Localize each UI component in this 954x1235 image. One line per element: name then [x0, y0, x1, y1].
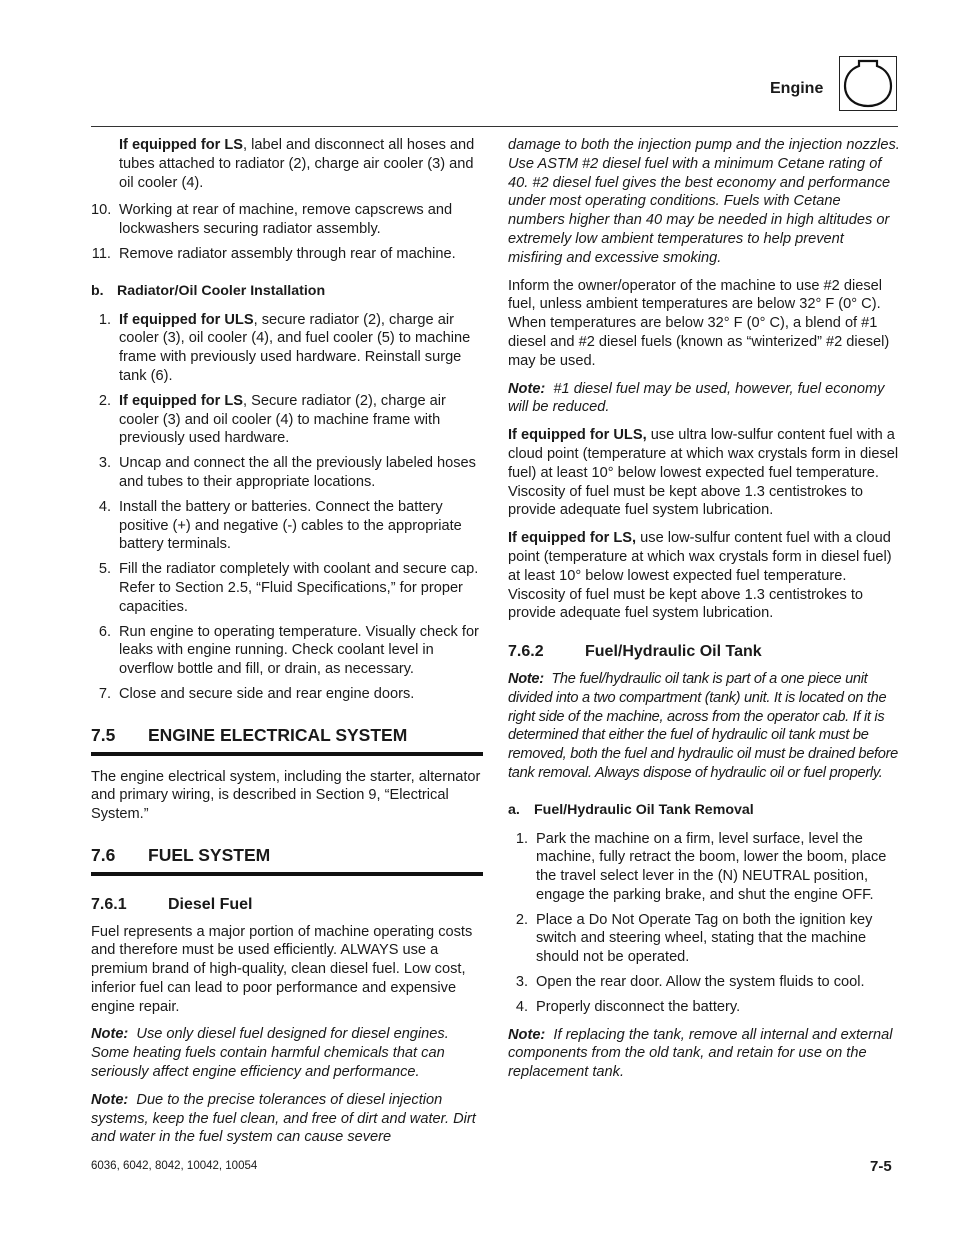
list-item	[91, 245, 483, 264]
list-item	[508, 998, 900, 1017]
note-text: #1 diesel fuel may be used, however, fuel economy will be reduced.	[508, 380, 885, 416]
header-rule	[91, 126, 898, 127]
engine-icon	[839, 56, 897, 111]
ls-fuel-text: use low-sulfur content fuel with a cloud point (temperature at which wax crystals form in diesel fuel) at least 10° below lowest expected fuel temperature. Viscosity of fuel must be kept above 1.3 centistrokes to provide adequate fuel system lubrication.	[508, 530, 892, 622]
note-label: Note:	[508, 670, 544, 687]
note-replacement	[508, 1026, 900, 1082]
section-number: 7.6	[91, 844, 116, 865]
list-item	[91, 311, 483, 386]
ls-fuel-paragraph	[508, 529, 900, 623]
engine-icon-graphic	[840, 57, 896, 110]
section-7-6-2-heading	[508, 643, 900, 662]
removal-steps-cont	[91, 201, 483, 263]
list-item	[91, 685, 483, 704]
section-7-6-1-heading	[91, 896, 483, 915]
step-number: 7.	[98, 685, 111, 702]
note-text: If replacing the tank, remove all internal and external components from the old tank, and retain for use on the replacement tank.	[508, 1026, 893, 1081]
electrical-paragraph: The engine electrical system, including the starter, alternator and primary wiring, is described in Section 9, “Electrical System.”	[91, 768, 481, 823]
section-number: 7.5	[91, 724, 116, 745]
note-label: Note:	[91, 1091, 129, 1108]
step-number: 3.	[515, 974, 528, 991]
section-title: ENGINE ELECTRICAL SYSTEM	[148, 724, 408, 745]
step-number: 4.	[98, 498, 111, 515]
step-text: , secure radiator (2), charge air cooler (3), oil cooler (4), and fuel cooler (5) to machine frame with previously used hardware. Reinstall surge tank (6).	[119, 311, 471, 384]
step-text: Working at rear of machine, remove capscrews and lockwashers securing radiator assembly.	[119, 202, 453, 238]
step-number: 5.	[98, 561, 111, 578]
step-text: , Secure radiator (2), charge air cooler (3) and oil cooler (4) to machine frame with previously used hardware.	[119, 392, 446, 447]
list-item	[508, 973, 900, 992]
section-number: 7.6.1	[91, 895, 127, 913]
note-injection-tolerances	[91, 1091, 483, 1147]
step-text: Fill the radiator completely with coolant and secure cap. Refer to Section 2.5, “Fluid Specifications,” for proper capacities.	[119, 561, 479, 615]
subsection-title: Fuel/Hydraulic Oil Tank Removal	[534, 801, 754, 818]
subsection-letter: b.	[91, 282, 104, 299]
step-number: 1.	[515, 830, 528, 847]
note-text: The fuel/hydraulic oil tank is part of a one piece unit divided into a two compartment (tank) unit. It is located on the right side of the machine, across from the operator cab. If it is determined that either the fuel of hydraulic oil tank must be removed, both the fuel and hydraulic oil must be drained before tank removal. Always dispose of hydraulic oil or fuel properly.	[508, 670, 898, 781]
subsection-letter: a.	[508, 801, 520, 818]
uls-fuel-paragraph	[508, 426, 900, 520]
step-number: 11.	[91, 245, 111, 262]
list-item	[91, 498, 483, 554]
page-header-title: Engine	[770, 80, 824, 97]
subsection-a-heading	[508, 801, 900, 820]
step-number: 4.	[515, 998, 528, 1015]
note-diesel-1	[508, 380, 900, 418]
step-text: Properly disconnect the battery.	[536, 998, 741, 1015]
step-text: Close and secure side and rear engine doors.	[119, 685, 415, 702]
list-item	[508, 911, 900, 967]
ls-label: If equipped for LS	[119, 137, 244, 153]
right-column	[508, 136, 900, 1091]
step-text: Remove radiator assembly through rear of machine.	[119, 245, 456, 262]
uls-label: If equipped for ULS,	[508, 427, 647, 444]
list-item	[91, 454, 483, 492]
step-number: 1.	[98, 311, 111, 328]
uls-text: use ultra low-sulfur content fuel with a cloud point (temperature at which wax crystals form in diesel fuel) at least 10° below lowest expected fuel temperature. Viscosity of fuel must be kept above 1.3 centistrokes to provide adequate fuel system lubrication.	[508, 427, 899, 519]
section-number: 7.6.2	[508, 643, 544, 661]
subsection-b-heading	[91, 282, 483, 301]
step-number: 2.	[515, 911, 528, 928]
list-item	[91, 201, 483, 239]
ls-fuel-label: If equipped for LS,	[508, 530, 637, 547]
note-text: Use only diesel fuel designed for diesel engines. Some heating fuels contain harmful chemicals that can seriously affect engine efficiency and performance.	[91, 1026, 449, 1081]
ls-disconnect-paragraph	[91, 136, 483, 192]
list-item	[91, 392, 483, 448]
installation-steps	[91, 311, 483, 704]
section-title: Fuel/Hydraulic Oil Tank	[585, 643, 762, 661]
note-label: Note:	[508, 1026, 546, 1043]
step-number: 6.	[98, 623, 111, 640]
step-text: Install the battery or batteries. Connect the battery positive (+) and negative (-) cables to the appropriate battery terminals.	[119, 498, 462, 553]
subsection-title: Radiator/Oil Cooler Installation	[117, 282, 326, 299]
left-column	[91, 136, 483, 1156]
note-heating-fuels	[91, 1025, 483, 1081]
tank-removal-steps	[508, 830, 900, 1017]
list-item	[91, 623, 483, 679]
note-text: Due to the precise tolerances of diesel injection systems, keep the fuel clean, and free of dirt and water. Dirt and water in the fuel system can cause severe	[91, 1091, 476, 1146]
step-text: Place a Do Not Operate Tag on both the ignition key switch and steering wheel, stating that the machine should not be operated.	[536, 911, 873, 966]
step-number: 3.	[98, 455, 111, 472]
step-text: Run engine to operating temperature. Visually check for leaks with engine running. Check coolant level in overflow bottle and fill, or drain, as necessary.	[119, 623, 479, 678]
ls-disconnect-text: , label and disconnect all hoses and tubes attached to radiator (2), charge air cooler (3) and oil cooler (4).	[119, 137, 475, 191]
step-bold: If equipped for ULS	[119, 311, 254, 328]
section-7-5-heading	[91, 726, 483, 756]
note-label: Note:	[508, 380, 546, 397]
section-title: Diesel Fuel	[168, 895, 253, 913]
list-item	[91, 560, 483, 616]
footer-models: 6036, 6042, 8042, 10042, 10054	[91, 1160, 258, 1172]
step-number: 2.	[98, 392, 111, 409]
note-label: Note:	[91, 1026, 129, 1043]
step-number: 10.	[91, 202, 112, 219]
note-tank	[508, 670, 900, 783]
step-bold: If equipped for LS	[119, 392, 244, 409]
page-number: 7-5	[870, 1158, 892, 1175]
step-text: Uncap and connect the all the previously labeled hoses and tubes to their appropriate locations.	[119, 455, 476, 490]
step-text: Open the rear door. Allow the system fluids to cool.	[536, 974, 865, 991]
step-text: Park the machine on a firm, level surface, level the machine, fully retract the boom, lower the boom, place the travel select lever in the (N) NEUTRAL position, engage the parking brake, and shut the engine OFF.	[536, 830, 887, 903]
section-title: FUEL SYSTEM	[148, 844, 271, 865]
inform-owner-paragraph: Inform the owner/operator of the machine to use #2 diesel fuel, unless ambient temperatures are below 32° F (0° C). When temperatures are below 32° F (0° C), a blend of #1 diesel and #2 diesel fuels (known as “winterized” #2 diesel) may be used.	[508, 277, 890, 369]
note-injection-continued: damage to both the injection pump and the injection nozzles. Use ASTM #2 diesel fuel with a minimum Cetane rating of 40. #2 diesel fuel gives the best economy and performance under most operating conditions. Fuels with Cetane numbers higher than 40 may be needed in high altitudes or extremely low ambient temperatures to help prevent misfiring and excessive smoking.	[508, 137, 900, 266]
diesel-fuel-paragraph: Fuel represents a major portion of machine operating costs and therefore must be used efficiently. ALWAYS use a premium brand of high-quality, clean diesel fuel. Low cost, inferior fuel can lead to poor performance and expensive engine repair.	[91, 923, 473, 1015]
section-7-6-heading	[91, 846, 483, 876]
list-item	[508, 830, 900, 905]
